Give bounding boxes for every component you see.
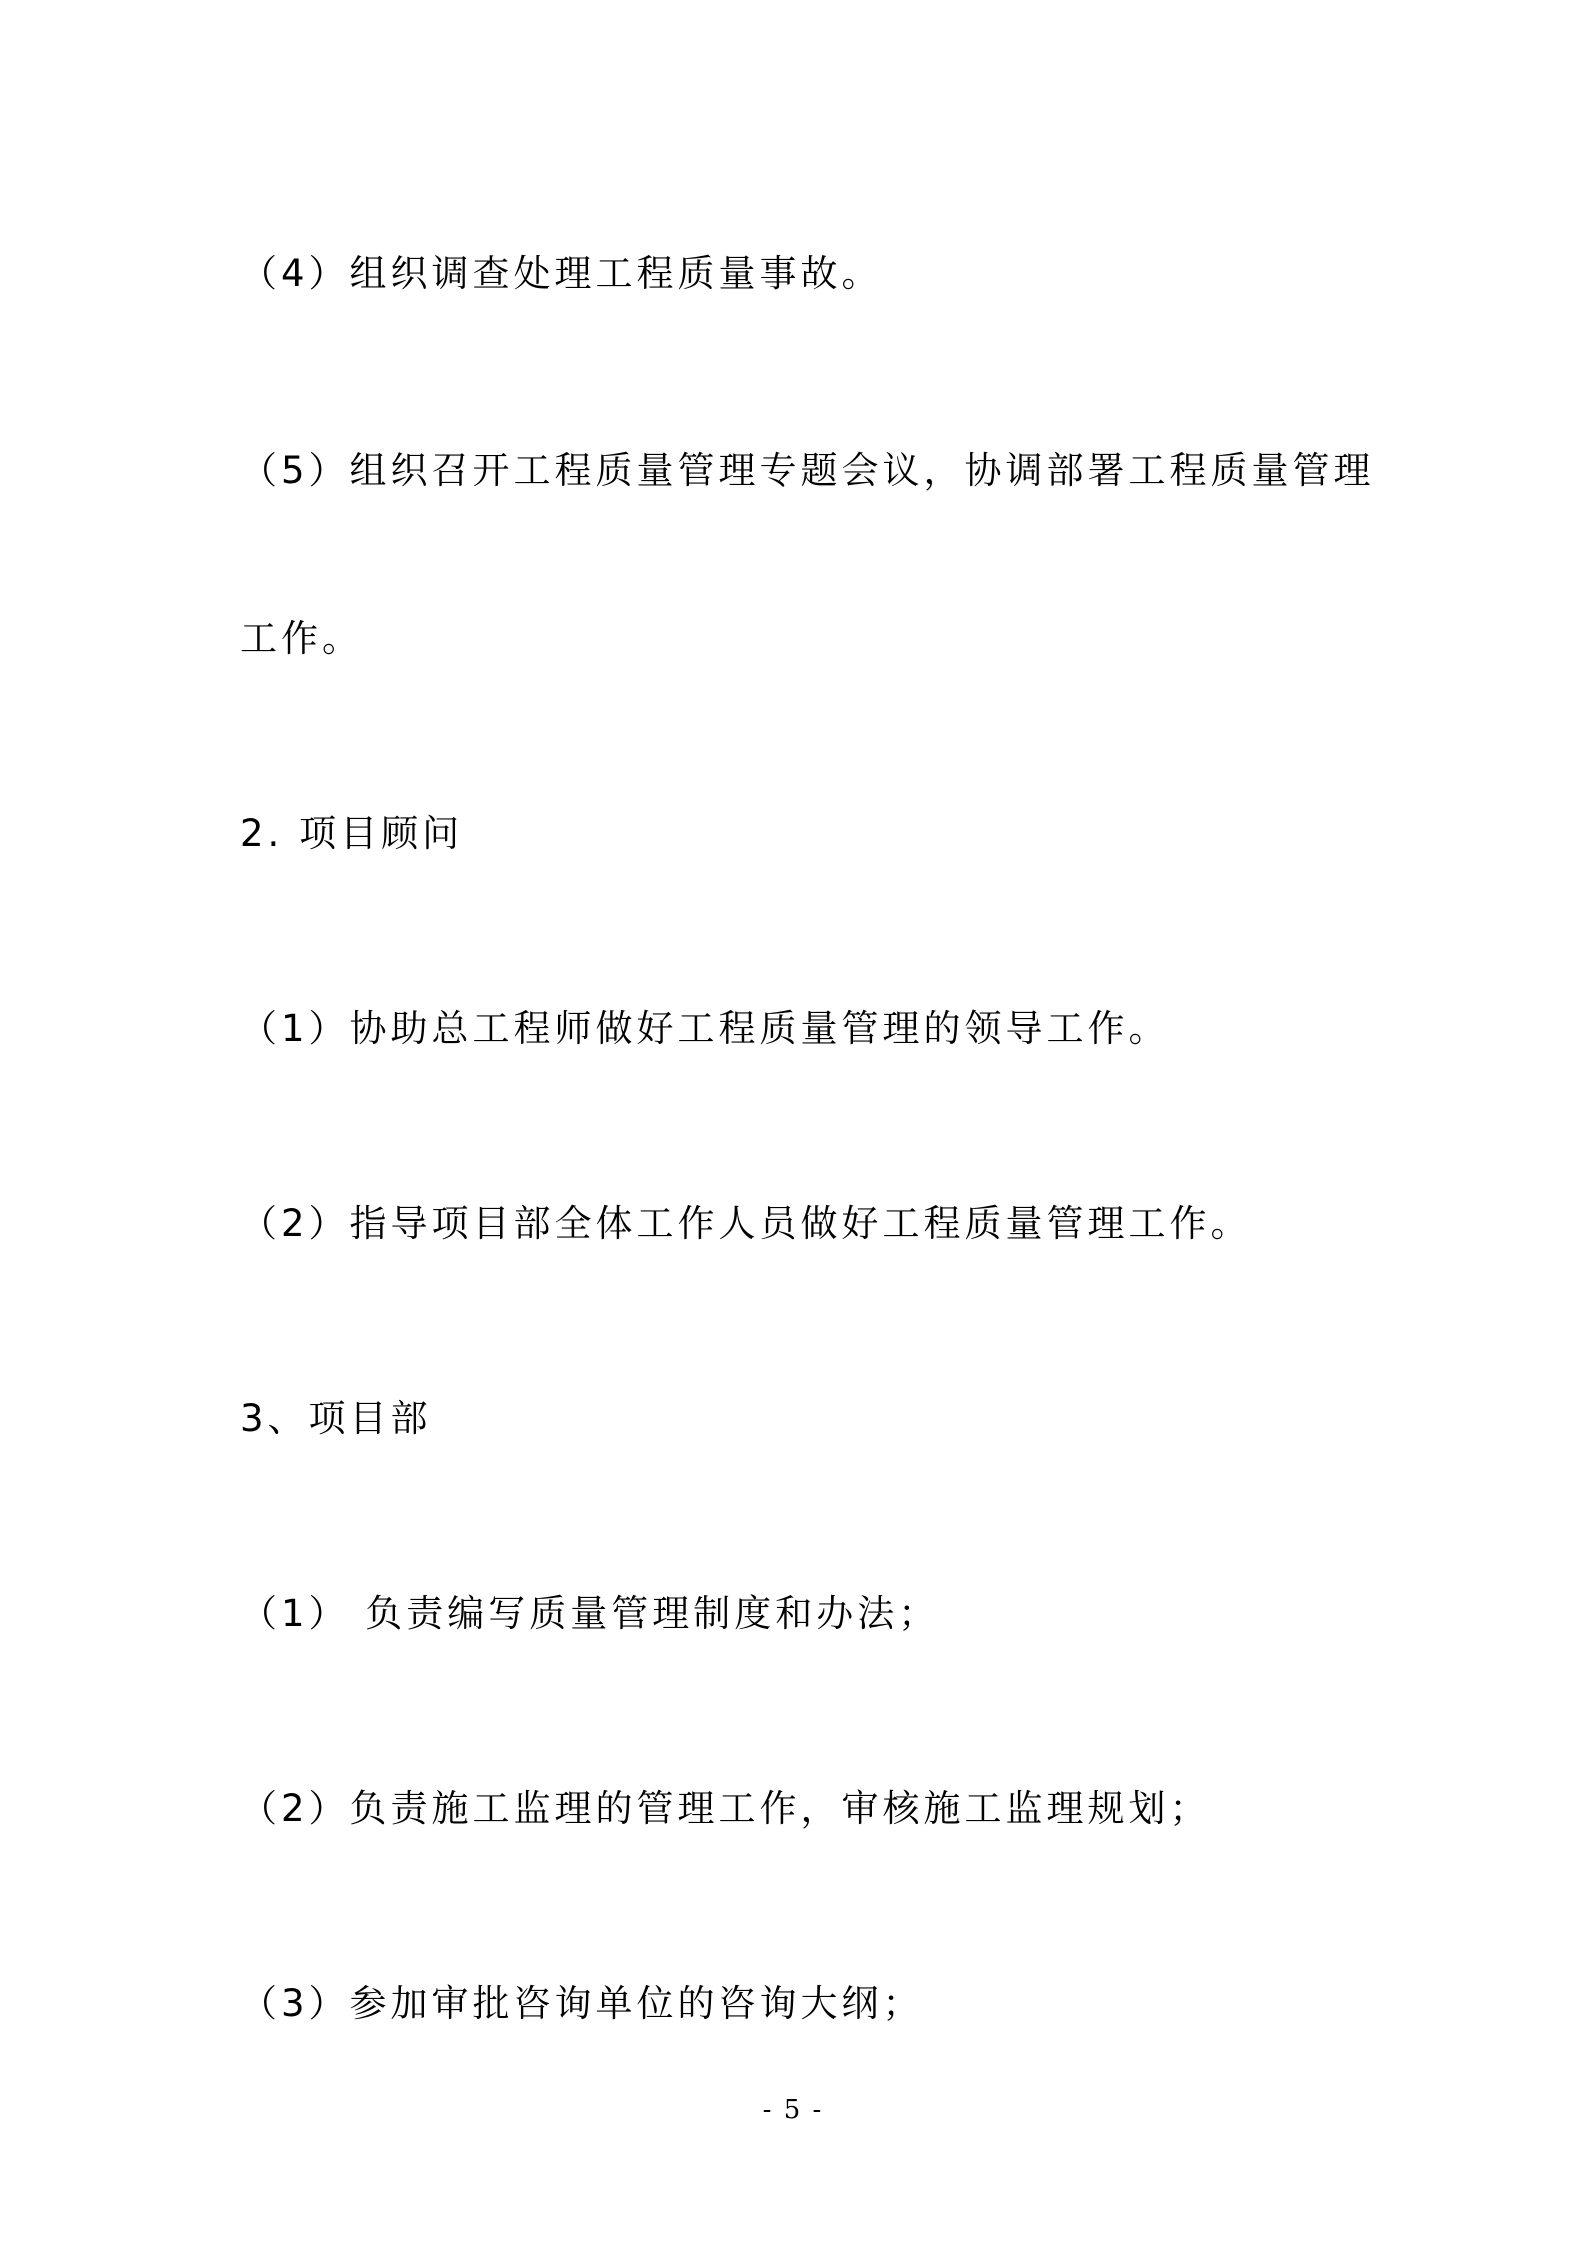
consultant-item-2: （2）指导项目部全体工作人员做好工程质量管理工作。: [240, 1202, 1252, 1245]
paragraph-item-5-continuation: 工作。: [240, 617, 363, 660]
department-item-1: （1） 负责编写质量管理制度和办法；: [240, 1592, 940, 1635]
paragraph-item-4: （4）组织调查处理工程质量事故。: [240, 252, 883, 295]
consultant-item-1: （1）协助总工程师做好工程质量管理的领导工作。: [240, 1007, 1170, 1050]
department-item-3: （3）参加审批咨询单位的咨询大纲；: [240, 1982, 924, 2025]
page-number: - 5 -: [762, 2095, 824, 2125]
paragraph-item-5: （5）组织召开工程质量管理专题会议，协调部署工程质量管理: [240, 449, 1375, 492]
section-heading-project-department: 3、项目部: [240, 1397, 432, 1440]
department-item-2: （2）负责施工监理的管理工作，审核施工监理规划；: [240, 1787, 1211, 1830]
section-heading-project-consultant: 2. 项目顾问: [240, 812, 464, 855]
